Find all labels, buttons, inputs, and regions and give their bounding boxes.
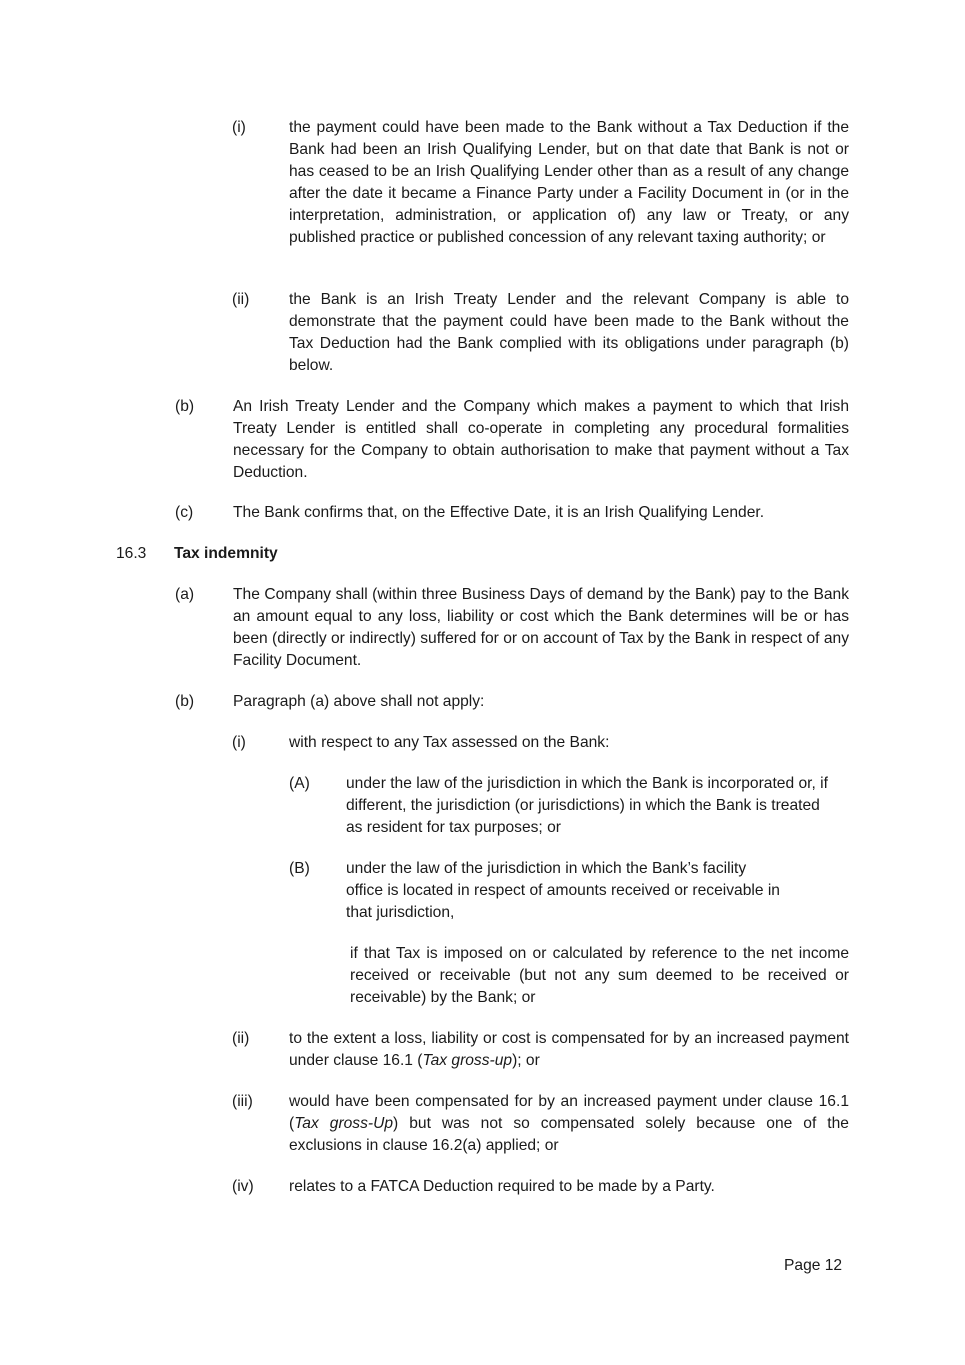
item-text: relates to a FATCA Deduction required to be made by a Party. [289,1178,715,1195]
section-title: Tax indemnity [174,545,278,562]
item-text: the payment could have been made to the Bank without a Tax Deduction if the Bank had been an Irish Qualifying Lender, but on that date that Bank is not or has ceased to be an Irish Qualifying Lender other than as a result of any change after the date it became a Finance Party under a Facility Document in (or in the interpretation, administration, or application of) any law or Treaty, or any published practice or published concession of any relevant taxing authority; or [289,119,849,246]
item-label: (iii) [232,1093,253,1110]
clause-text: The Bank confirms that, on the Effective Date, it is an Irish Qualifying Lender. [233,504,765,521]
item-label: (ii) [232,1030,250,1047]
clause-text: Paragraph (a) above shall not apply: [233,693,485,710]
subitem-text: under the law of the jurisdiction in which the Bank is incorporated or, if different, the jurisdiction (or jurisdictions) in which the Bank is treated as resident for tax purposes; or [346,775,828,836]
page-number: Page 12 [784,1257,843,1274]
item-text: with respect to any Tax assessed on the Bank: [289,734,610,751]
item-text: to the extent a loss, liability or cost is compensated for by an increased payment under clause 16.1 (Tax gross-up); or [289,1030,849,1069]
clause-reference: Tax gross-up [422,1052,513,1069]
clause-text: An Irish Treaty Lender and the Company which makes a payment to which that Irish Treaty Lender is entitled shall co-operate in completing any procedural formalities necessary for the Company to obtain authorisation to make that payment without a Tax Deduction. [233,398,849,481]
clause-label: (a) [175,586,195,603]
clause-label: (b) [175,398,195,415]
clause-label: (b) [175,693,195,710]
item-label: (i) [232,734,246,751]
item-text: the Bank is an Irish Treaty Lender and the relevant Company is able to demonstrate that the payment could have been made to the Bank without the Tax Deduction had the Bank complied with its obligations under paragraph (b) below. [289,291,849,374]
subitem-text: under the law of the jurisdiction in which the Bank’s facility office is located in respect of amounts received or receivable in that jurisdiction, [346,860,780,921]
item-label: (i) [232,119,246,136]
subitem-label: (B) [289,860,310,877]
section-number: 16.3 [116,545,147,562]
clause-reference: Tax gross-Up [294,1115,394,1132]
clause-label: (c) [175,504,194,521]
clause-text: The Company shall (within three Business Days of demand by the Bank) pay to the Bank an amount equal to any loss, liability or cost which the Bank determines will be or has been (directly or indirectly) suffered for or on account of Tax by the Bank in respect of any Facility Document. [233,586,849,669]
continuation-text: if that Tax is imposed on or calculated by reference to the net income received or receivable (but not any sum deemed to be received or receivable) by the Bank; or [350,945,849,1006]
item-label: (ii) [232,291,250,308]
item-label: (iv) [232,1178,254,1195]
item-text: would have been compensated for by an increased payment under clause 16.1 (Tax gross-Up) but was not so compensated solely because one of the exclusions in clause 16.2(a) applied; or [289,1093,849,1154]
subitem-label: (A) [289,775,310,792]
